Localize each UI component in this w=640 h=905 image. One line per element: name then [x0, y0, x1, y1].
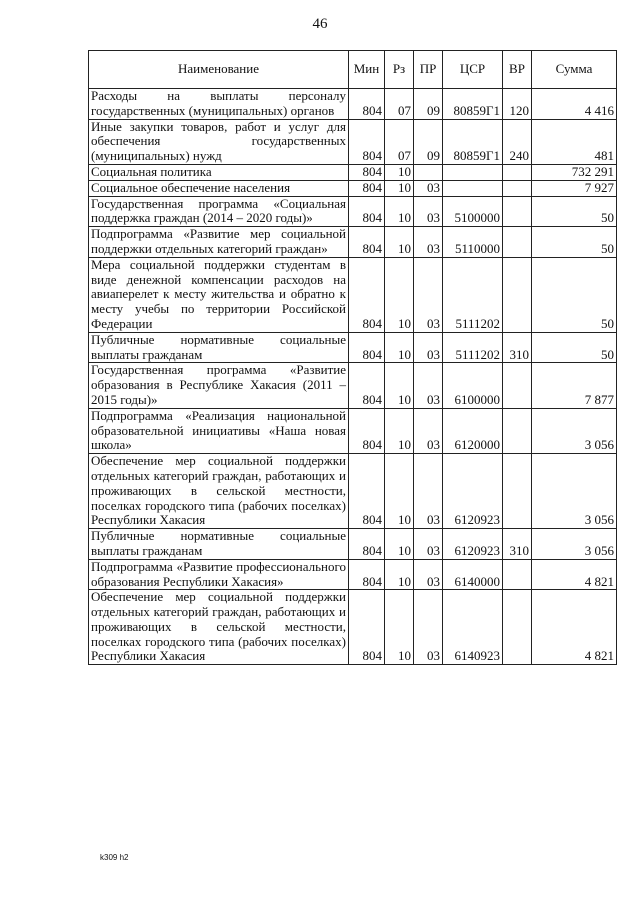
cell-name: Государственная программа «Социальная поддержка граждан (2014 – 2020 годы)»: [89, 196, 349, 227]
table-row: [89, 164, 617, 180]
cell-rz: 10: [385, 590, 414, 665]
table-row: [89, 454, 617, 529]
cell-csr: 6120923: [443, 529, 503, 560]
cell-vr: [503, 227, 532, 258]
cell-csr: [443, 180, 503, 196]
cell-rz: 10: [385, 164, 414, 180]
cell-name: Государственная программа «Развитие образования в Республике Хакасия (2011 – 2015 годы)»: [89, 363, 349, 408]
cell-vr: [503, 590, 532, 665]
cell-rz: 10: [385, 196, 414, 227]
cell-rz: 10: [385, 257, 414, 332]
table-row: [89, 332, 617, 363]
cell-csr: 6100000: [443, 363, 503, 408]
cell-vr: [503, 180, 532, 196]
cell-min: 804: [349, 332, 385, 363]
cell-rz: 10: [385, 559, 414, 590]
cell-vr: [503, 408, 532, 453]
cell-csr: 80859Г1: [443, 119, 503, 164]
table-row: [89, 559, 617, 590]
cell-vr: 310: [503, 529, 532, 560]
cell-pr: 03: [414, 408, 443, 453]
cell-pr: 03: [414, 454, 443, 529]
cell-vr: [503, 257, 532, 332]
cell-name: Обеспечение мер социальной поддержки отдельных категорий граждан, работающих и проживающих в сельской местности, поселках городского типа (рабочих поселках) Республики Хакасия: [89, 590, 349, 665]
cell-min: 804: [349, 227, 385, 258]
table-row: [89, 529, 617, 560]
cell-rz: 10: [385, 332, 414, 363]
cell-pr: 03: [414, 180, 443, 196]
cell-min: 804: [349, 196, 385, 227]
cell-csr: 6140923: [443, 590, 503, 665]
cell-rz: 10: [385, 454, 414, 529]
cell-min: 804: [349, 559, 385, 590]
cell-sum: 4 416: [532, 89, 617, 120]
cell-min: 804: [349, 119, 385, 164]
cell-min: 804: [349, 89, 385, 120]
cell-name: Иные закупки товаров, работ и услуг для обеспечения государственных (муниципальных) нужд: [89, 119, 349, 164]
header-csr: ЦСР: [443, 51, 503, 89]
cell-name: Публичные нормативные социальные выплаты гражданам: [89, 332, 349, 363]
table-row: [89, 119, 617, 164]
cell-min: 804: [349, 590, 385, 665]
cell-sum: 3 056: [532, 454, 617, 529]
cell-pr: 03: [414, 257, 443, 332]
cell-name: Подпрограмма «Реализация национальной образовательной инициативы «Наша новая школа»: [89, 408, 349, 453]
cell-pr: 09: [414, 119, 443, 164]
table-row: [89, 590, 617, 665]
cell-csr: 5111202: [443, 257, 503, 332]
header-rz: Рз: [385, 51, 414, 89]
table-row: [89, 363, 617, 408]
cell-pr: 09: [414, 89, 443, 120]
cell-name: Мера социальной поддержки студентам в виде денежной компенсации расходов на авиаперелет к месту жительства и обратно к месту учебы по территории Российской Федерации: [89, 257, 349, 332]
cell-csr: 80859Г1: [443, 89, 503, 120]
cell-name: Обеспечение мер социальной поддержки отдельных категорий граждан, работающих и проживающих в сельской местности, поселках городского типа (рабочих поселках) Республики Хакасия: [89, 454, 349, 529]
cell-vr: [503, 363, 532, 408]
cell-sum: 7 877: [532, 363, 617, 408]
cell-min: 804: [349, 164, 385, 180]
cell-rz: 10: [385, 180, 414, 196]
cell-name: Расходы на выплаты персоналу государственных (муниципальных) органов: [89, 89, 349, 120]
cell-pr: 03: [414, 227, 443, 258]
cell-min: 804: [349, 257, 385, 332]
header-name: Наименование: [89, 51, 349, 89]
cell-csr: 5111202: [443, 332, 503, 363]
cell-vr: [503, 196, 532, 227]
cell-csr: 6140000: [443, 559, 503, 590]
cell-rz: 10: [385, 363, 414, 408]
cell-min: 804: [349, 180, 385, 196]
cell-min: 804: [349, 454, 385, 529]
budget-table: [88, 50, 617, 665]
cell-csr: [443, 164, 503, 180]
cell-rz: 10: [385, 408, 414, 453]
cell-sum: 732 291: [532, 164, 617, 180]
table-row: [89, 257, 617, 332]
cell-sum: 7 927: [532, 180, 617, 196]
cell-min: 804: [349, 529, 385, 560]
cell-csr: 6120000: [443, 408, 503, 453]
cell-sum: 4 821: [532, 559, 617, 590]
cell-rz: 10: [385, 227, 414, 258]
cell-csr: 5110000: [443, 227, 503, 258]
cell-sum: 50: [532, 332, 617, 363]
table-row: [89, 227, 617, 258]
cell-vr: [503, 164, 532, 180]
cell-rz: 07: [385, 119, 414, 164]
cell-sum: 50: [532, 257, 617, 332]
header-vr: ВР: [503, 51, 532, 89]
header-sum: Сумма: [532, 51, 617, 89]
cell-sum: 481: [532, 119, 617, 164]
cell-vr: 120: [503, 89, 532, 120]
cell-sum: 3 056: [532, 408, 617, 453]
cell-rz: 07: [385, 89, 414, 120]
cell-sum: 3 056: [532, 529, 617, 560]
footer-code: k309 h2: [100, 853, 129, 862]
cell-pr: 03: [414, 559, 443, 590]
cell-min: 804: [349, 408, 385, 453]
cell-sum: 50: [532, 196, 617, 227]
header-min: Мин: [349, 51, 385, 89]
cell-pr: 03: [414, 196, 443, 227]
cell-pr: 03: [414, 529, 443, 560]
cell-rz: 10: [385, 529, 414, 560]
header-pr: ПР: [414, 51, 443, 89]
cell-name: Публичные нормативные социальные выплаты гражданам: [89, 529, 349, 560]
cell-pr: 03: [414, 332, 443, 363]
table-row: [89, 89, 617, 120]
cell-vr: [503, 559, 532, 590]
cell-pr: 03: [414, 363, 443, 408]
cell-sum: 4 821: [532, 590, 617, 665]
cell-csr: 6120923: [443, 454, 503, 529]
table-row: [89, 408, 617, 453]
header-row: [89, 51, 617, 89]
cell-vr: 310: [503, 332, 532, 363]
page-number: 46: [312, 16, 328, 32]
table-row: [89, 180, 617, 196]
cell-csr: 5100000: [443, 196, 503, 227]
cell-name: Социальное обеспечение населения: [89, 180, 349, 196]
cell-pr: [414, 164, 443, 180]
table-row: [89, 196, 617, 227]
cell-vr: [503, 454, 532, 529]
cell-name: Социальная политика: [89, 164, 349, 180]
cell-min: 804: [349, 363, 385, 408]
cell-pr: 03: [414, 590, 443, 665]
cell-vr: 240: [503, 119, 532, 164]
cell-name: Подпрограмма «Развитие профессионального образования Республики Хакасия»: [89, 559, 349, 590]
cell-name: Подпрограмма «Развитие мер социальной поддержки отдельных категорий граждан»: [89, 227, 349, 258]
cell-sum: 50: [532, 227, 617, 258]
